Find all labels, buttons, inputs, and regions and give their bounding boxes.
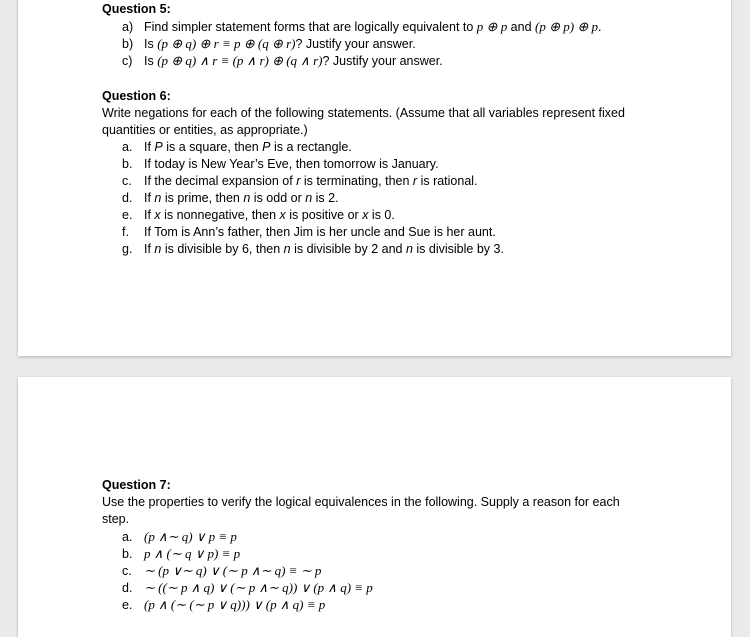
question-5-heading: Question 5:	[102, 2, 171, 16]
item-text: is rational.	[417, 174, 478, 188]
math-expression: (p ⊕ p) ⊕ p	[535, 19, 598, 34]
item-text: ? Justify your answer.	[322, 54, 443, 68]
math-expression: (p ∧∼ q) ∨ p ≡ p	[144, 529, 237, 544]
question-6-heading: Question 6:	[102, 89, 171, 103]
item-text: is a square, then	[162, 140, 263, 154]
question-5-item-b	[122, 35, 416, 53]
item-text: If	[144, 208, 155, 222]
question-7-item-c	[122, 562, 321, 580]
variable: x	[154, 208, 161, 222]
item-text: If today is New Year’s Eve, then tomorrow is January.	[144, 157, 439, 171]
item-text: ? Justify your answer.	[295, 37, 416, 51]
item-text: is a rectangle.	[270, 140, 352, 154]
document-page-1	[18, 0, 731, 356]
math-expression: (p ⊕ q) ⊕ r ≡ p ⊕ (q ⊕ r)	[157, 36, 296, 51]
item-text: If	[144, 140, 155, 154]
math-expression: ∼ (p ∨∼ q) ∨ (∼ p ∧∼ q) ≡ ∼ p	[144, 563, 322, 578]
variable: n	[154, 242, 162, 256]
item-label: b.	[122, 157, 133, 171]
variable: n	[283, 242, 291, 256]
question-7-item-e	[122, 596, 325, 614]
item-label: c)	[122, 54, 133, 68]
item-text: Is	[144, 37, 158, 51]
variable: n	[243, 191, 251, 205]
item-text: Is	[144, 54, 158, 68]
item-text: .	[597, 20, 602, 34]
item-label: g.	[122, 242, 133, 256]
item-label: c.	[122, 564, 132, 578]
variable: n	[305, 191, 313, 205]
item-text: is 2.	[312, 191, 339, 205]
question-6-item-e	[122, 207, 395, 224]
variable: P	[154, 140, 163, 154]
question-7-intro-line-1: Use the properties to verify the logical equivalences in the following. Supply a reason for each	[102, 495, 620, 509]
item-label: b)	[122, 37, 134, 51]
question-6-intro-line-2: quantities or entities, as appropriate.)	[102, 123, 308, 137]
question-6-item-d	[122, 190, 339, 207]
item-label: e.	[122, 598, 133, 612]
item-text: is divisible by 2 and	[290, 242, 406, 256]
item-text: Find simpler statement forms that are logically equivalent to	[144, 20, 477, 34]
question-6-item-f	[122, 224, 496, 241]
item-text: is nonnegative, then	[160, 208, 280, 222]
item-label: a.	[122, 530, 133, 544]
variable: P	[262, 140, 271, 154]
item-text: is 0.	[368, 208, 395, 222]
question-7-intro-line-2: step.	[102, 512, 130, 526]
item-text: If	[144, 191, 155, 205]
item-text: is prime, then	[161, 191, 244, 205]
question-6-item-b	[122, 156, 439, 173]
item-label: e.	[122, 208, 133, 222]
item-text: If Tom is Ann’s father, then Jim is her uncle and Sue is her aunt.	[144, 225, 496, 239]
item-label: f.	[122, 225, 129, 239]
question-6-intro-line-1: Write negations for each of the following statements. (Assume that all variables represent fixed	[102, 106, 625, 120]
item-label: b.	[122, 547, 133, 561]
item-text: and	[507, 20, 536, 34]
item-text: is divisible by 6, then	[161, 242, 284, 256]
variable: x	[279, 208, 286, 222]
math-expression: (p ∧ (∼ (∼ p ∨ q))) ∨ (p ∧ q) ≡ p	[144, 597, 326, 612]
item-label: a)	[122, 20, 134, 34]
math-expression: (p ⊕ q) ∧ r ≡ (p ∧ r) ⊕ (q ∧ r)	[157, 53, 323, 68]
item-label: d.	[122, 191, 133, 205]
variable: n	[154, 191, 162, 205]
question-5-item-c	[122, 52, 443, 70]
question-5-item-a	[122, 18, 601, 36]
variable: n	[405, 242, 413, 256]
item-text: If the decimal expansion of	[144, 174, 297, 188]
document-page-2	[18, 377, 731, 637]
math-expression: p ∧ (∼ q ∨ p) ≡ p	[144, 546, 241, 561]
variable: x	[362, 208, 369, 222]
math-expression: ∼ ((∼ p ∧ q) ∨ (∼ p ∧∼ q)) ∨ (p ∧ q) ≡ p	[144, 580, 373, 595]
item-text: If	[144, 242, 155, 256]
question-7-item-a	[122, 528, 237, 546]
item-text: is terminating, then	[300, 174, 413, 188]
variable: r	[412, 174, 418, 188]
question-7-item-b	[122, 545, 240, 563]
item-text: is positive or	[285, 208, 363, 222]
item-label: a.	[122, 140, 133, 154]
item-text: is divisible by 3.	[412, 242, 504, 256]
question-6-item-c	[122, 173, 478, 190]
item-text: is odd or	[250, 191, 306, 205]
question-6-item-a	[122, 139, 352, 156]
item-label: c.	[122, 174, 132, 188]
item-label: d.	[122, 581, 133, 595]
math-expression: p ⊕ p	[476, 19, 508, 34]
question-7-heading: Question 7:	[102, 478, 171, 492]
variable: r	[296, 174, 301, 188]
question-7-item-d	[122, 579, 373, 597]
question-6-item-g	[122, 241, 504, 258]
